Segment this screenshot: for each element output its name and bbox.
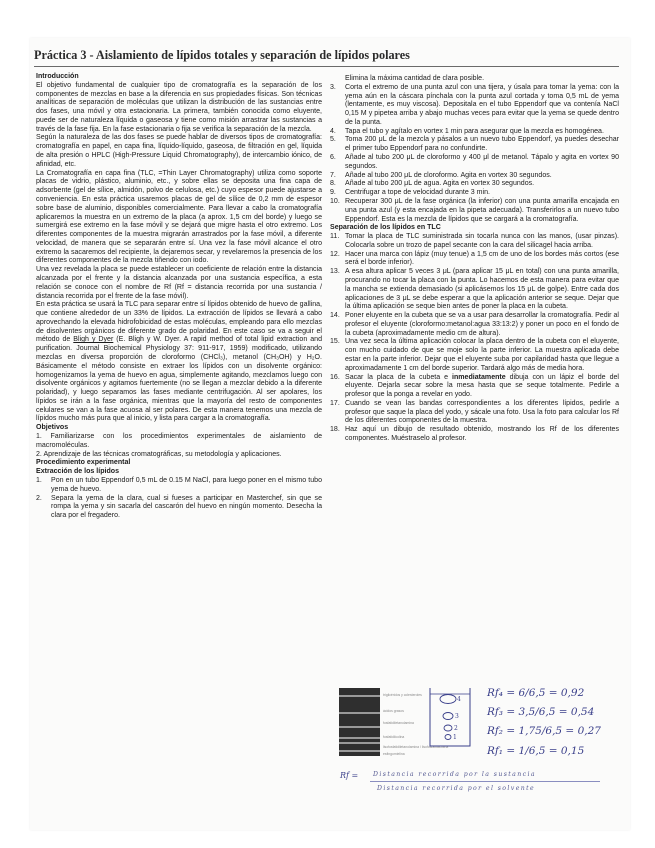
step-8 (330, 180, 619, 189)
step-18 (330, 426, 619, 444)
procedure-heading: Procedimiento experimental (36, 459, 131, 467)
step-number: 10. (330, 197, 340, 205)
step-3 (330, 84, 619, 128)
tlc-band (339, 750, 380, 752)
hand-drawn-tlc-plate (424, 686, 474, 748)
emphasis-inmediatamente: inmediatamente (452, 373, 506, 381)
step-number: 12. (330, 250, 340, 258)
step-text: Añade al tubo 200 μL de cloroformo y 400 μl de metanol. Tápalo y agita en vortex 90 segundos. (345, 154, 619, 170)
step-13 (330, 268, 619, 312)
step-17 (330, 400, 619, 426)
intro-paragraph-5 (36, 301, 322, 424)
step-text: Añade al tubo 200 μL de agua. Agita en vortex 30 segundos. (345, 180, 535, 188)
step-number: 13. (330, 268, 340, 276)
step-text: Hacer una marca con lápiz (muy tenue) a 1,5 cm de uno de los bordes más cortos (ese será el borde inferior). (345, 250, 619, 267)
step-text: Pon en un tubo Eppendorf 0,5 mL de 0.15 M NaCl, para luego poner en el mismo tubo yema de huevo. (51, 476, 322, 493)
tlc-band (339, 695, 380, 697)
rf-value-4: Rf₄ = 6/6,5 = 0,92 (487, 687, 585, 699)
step-10 (330, 198, 619, 224)
tlc-plate-photo (339, 688, 380, 756)
step-number: 7. (330, 171, 336, 179)
step-number: 17. (330, 399, 340, 407)
step-text: Sacar la placa de la cubeta e inmediatamente dibuja con un lápiz el borde del eluyente. Dejarla secar sobre la mesa hasta que se seque totalmente. Pedirle a profesor que la ponga a revelar en yodo. (345, 373, 619, 399)
step-9 (330, 189, 619, 198)
intro-heading: Introducción (36, 73, 79, 80)
step-text: Centrifugar a tope de velocidad durante 3 min. (345, 189, 490, 197)
intro-p5-end: (E. Bligh y W. Dyer. A rapid method of total lipid extraction and purification. Journal Biochemical Physiology 37: 911-917, 1959) modificado, utilizando mezclas en diversa proporción de cloroformo (CHCl₃), metanol (CH₃OH) y H₂O. Básicamente el método consiste en extraer los lípidos con un disolvente orgánico: homogenizamos la yema de huevo en agua, simplemente agitando, mezclamos luego con disolvente orgánicos y agitamos fuertemente (no se llegan a mezclar debido a la diferente polaridad), y luego separamos las fases mediante centrifugación. Al ser apolares, los lípidos se irán a la fase orgánica, mientras que la mayoría del resto de componentes celulares se van a la fase acuosa al ser polares. De esta manera tenemos una mezcla de lípidos mucho más pura que al inicio, y lista para cargar a la cromatografía. (36, 336, 322, 423)
step-text: Tapa el tubo y agítalo en vortex 1 min para asegurar que la mezcla es homogénea. (345, 127, 604, 135)
rf-value-2: Rf₂ = 1,75/6,5 = 0,27 (487, 725, 601, 737)
legend-label: ácidos grasos (383, 709, 404, 713)
step-text: Tomar la placa de TLC suministrada sin tocarla nunca con las manos, (usar pinzas). Colocarla sobre un trozo de papel secante con la cara del silicagel hacia arriba. (345, 233, 619, 249)
rf-value-3: Rf₃ = 3,5/6,5 = 0,54 (487, 706, 595, 718)
step-number: 6. (330, 154, 336, 162)
spot-label-4: 4 (457, 696, 461, 703)
spot-2 (444, 725, 452, 731)
step-12 (330, 251, 619, 269)
step-16 (330, 374, 619, 400)
step-text: Añade al tubo 200 μL de cloroformo. Agita en vortex 30 segundos. (345, 171, 552, 179)
step-number: 16. (330, 373, 340, 381)
legend-label: lisofosfatidiletanolamina / lisofosfatidilcolina (383, 745, 449, 749)
tlc-band (339, 726, 380, 728)
step-6 (330, 154, 619, 172)
legend-label: esfingomielina (383, 752, 405, 756)
rf-definition-numerator: Distancia recorrida por la sustancia (373, 771, 536, 778)
step-text: Cuando se vean las bandas correspondientes a los diferentes lípidos, pedirle a profesor que saque la placa del yodo, y sácale una foto. Usa la foto para calcular los Rf de los diferentes componentes de la muestra. (345, 399, 619, 425)
step-2-continued (330, 75, 619, 84)
step-number: 1. (36, 476, 42, 484)
page-title: Práctica 3 - Aislamiento de lípidos totales y separación de lípidos polares (34, 48, 410, 62)
spot-label-3: 3 (455, 713, 459, 720)
intro-paragraph-4: Una vez revelada la placa se puede establecer un coeficiente de relación entre la distancia alcanzada por el frente y la distancia alcanzada por una sustancia específica, a esta relación se conoce con el nombre de Rf (Rf = distancia recorrida por una sustancia / distancia recorrida por el frente de la fase móvil). (36, 266, 322, 300)
objectives-heading: Objetivos (36, 424, 69, 432)
step-1 (36, 477, 322, 495)
spot-label-1: 1 (453, 734, 457, 741)
spot-1 (445, 735, 451, 740)
step-number: 3. (330, 83, 336, 91)
step-15 (330, 338, 619, 373)
step-text: Toma 200 μL de la mezcla y pásalos a un nuevo tubo Eppendorf, ya puedes desechar el primer tubo Eppendorf para no confundirte. (345, 136, 619, 153)
intro-p5-start: En esta práctica se usará la TLC para separar entre sí lípidos obtenido de huevo de gallina, que contiene alrededor de un 33% de lípidos. La extracción de lípidos se llevará a cabo aprovechando la elevada hidrofobicidad de estas moléculas, empleando para ello mezclas de disolventes orgánicos de diferente grado de polaridad. En este caso se va a seguir el método de (36, 301, 322, 344)
spot-4 (440, 695, 456, 704)
legend-label: triglicéridos y colesteroles (383, 693, 422, 697)
step-text: Elimina la máxima cantidad de clara posible. (345, 75, 485, 82)
legend-label: fosfatidiletanolamina (383, 721, 414, 725)
rf-definition-label: Rf = (340, 771, 359, 780)
spot-label-2: 2 (454, 725, 458, 732)
objective-2: 2. Aprendizaje de las técnicas cromatográficas, su metodología y aplicaciones. (36, 450, 282, 458)
extraction-heading: Extracción de los lípidos (36, 468, 120, 476)
bligh-dyer-reference: Bligh y Dyer (73, 336, 114, 344)
step-14 (330, 312, 619, 338)
step-5 (330, 136, 619, 154)
step-text: Una vez seca la última aplicación colocar la placa dentro de la cubeta con el eluyente, con mucho cuidado de que se moje solo la parte inferior. La muestra aplicada debe estar en la parte inferior. Dejar que el eluyente suba por capilaridad hasta que llegue a aproximadamente 1 cm del borde superior. Tardará algo más de media hora. (345, 338, 619, 372)
step-7 (330, 172, 619, 181)
objective-1: 1. Familiarizarse con los procedimientos experimentales de aislamiento de macromoléculas. (36, 433, 322, 449)
step-number: 9. (330, 189, 336, 197)
intro-paragraph-1: El objetivo fundamental de cualquier tipo de cromatografía es la separación de los componentes de mezclas en base a la diferencia en sus propiedades físicas. Son técnicas analíticas de separación de moléculas que utilizan la distribución de las sustancias entre dos fases, una móvil y otra estacionaria. La primera, también conocida como eluyente, puede ser de naturaleza líquida o gaseosa y tiene como misión arrastrar las sustancias a través de la fase fija. En la fase estacionaria o fija se verifica la separación de la mezcla. (36, 81, 322, 133)
fraction-bar (370, 781, 600, 782)
step-number: 5. (330, 136, 336, 144)
step-2 (36, 495, 322, 521)
step-number: 2. (36, 494, 42, 502)
step-number: 18. (330, 426, 340, 434)
step-text: Haz aquí un dibujo de resultado obtenido, mostrando los Rf de los diferentes componentes. Muéstraselo al profesor. (345, 426, 619, 443)
step-number: 8. (330, 180, 336, 188)
intro-paragraph-3: La Cromatografía en capa fina (TLC, =Thin Layer Chromatography) utiliza como soporte placas de vidrio, plástico, aluminio, etc., y sobre ellas se deposita una fina capa de adsorbente (gel de sílice, almidón, polvo de celulosa, etc.) cuyo espesor puede ajustarse a conveniencia. En esta práctica usaremos placas de gel de sílice de 0,2 mm de espesor sobre base de aluminio, disponibles comercialmente. Para llevar a cabo la cromatografía aplicaremos la muestra en un extremo de la placa (a aprox. 1,5 cm del borde) y luego se sumergirá ese extremo en la fase móvil y se dejará que migre hasta el otro extremo. Los diferentes componentes de la muestra migrarán arrastrados por la fase móvil, a diferente velocidad, de manera que se separarán entre sí. Una vez la fase móvil alcance el otro extremo la sacaremos del recipiente, la dejaremos secar, y revelaremos la presencia de los diferentes componentes de la mezcla tiñendo con iodo. (36, 169, 322, 265)
step-11 (330, 233, 619, 251)
plate-outline (430, 688, 470, 746)
step-number: 14. (330, 312, 340, 320)
step-text: Recuperar 300 μL de la fase orgánica (la inferior) con una punta amarilla encajada en una punta azul (y esta encajada en la pipeta adecuada). Transferirlos a un nuevo tubo Eppendorf. Esta es la mezcla de lípidos que se cargará a la cromatografía. (345, 197, 619, 223)
step-text: Corta el extremo de una punta azul con una tijera, y úsala para tomar la yema: con la yema aún en la cáscara pínchala con la punta azul cortada y toma 0,5 mL de yema (lentamente, es muy viscosa). Depositala en el tubo Eppendorf que va contenía NaCl 0,15 M y pipetea arriba y abajo muchas veces para evitar que la yema se quede dentro de la punta. (345, 83, 619, 126)
tlc-band (339, 737, 380, 739)
step-text: A esa altura aplicar 5 veces 3 μL (para aplicar 15 μL en total) con una punta amarilla, procurando no tocar la placa con la punta. Lo hacemos de esta manera para evitar que la mancha se extienda demasiado (si aplicásemos los 15 μL de golpe). Entre cada dos aplicaciones de 3 μL se debe esperar a que la aplicación anterior se seque. Dejar que la última aplicación se seque bien antes de poner la placa en la cubeta. (345, 268, 619, 311)
right-column (330, 75, 619, 444)
left-column (36, 73, 322, 521)
tlc-band (339, 742, 380, 744)
title-underline (34, 66, 619, 67)
step-text: Separa la yema de la clara, cual si fueses a participar en Masterchef, sin que se rompa la yema y sin sacarla del cascarón del huevo en ningún momento. Desecha la clara por el fregadero. (51, 494, 322, 520)
step-4 (330, 128, 619, 137)
tlc-heading: Separación de los lípidos en TLC (330, 224, 441, 232)
step-number: 15. (330, 338, 340, 346)
step-number: 4. (330, 127, 336, 135)
legend-label: fosfatidilcolina (383, 735, 405, 739)
step-number: 11. (330, 233, 340, 241)
spot-3 (443, 713, 453, 720)
tlc-band (339, 712, 380, 714)
intro-paragraph-2: Según la naturaleza de las dos fases se puede hablar de diversos tipos de cromatografía: cromatografía en papel, en capa fina, líquido-líquido, gaseosa, de filtración en gel, líquida de alta presión o HPLC (High-Pressure Liquid Chromatography), de intercambio iónico, de afinidad, etc. (36, 134, 322, 168)
rf-value-1: Rf₁ = 1/6,5 = 0,15 (487, 745, 585, 757)
step-text: Poner eluyente en la cubeta que se va a usar para desarrollar la cromatografía. Pedir al profesor el eluyente (cloroformo:metanol:agua 33:13:2) y poner un poco en el fondo de la cubeta (aproximadamente medio cm de altura). (345, 312, 619, 337)
rf-definition-denominator: Distancia recorrida por el solvente (377, 785, 536, 792)
